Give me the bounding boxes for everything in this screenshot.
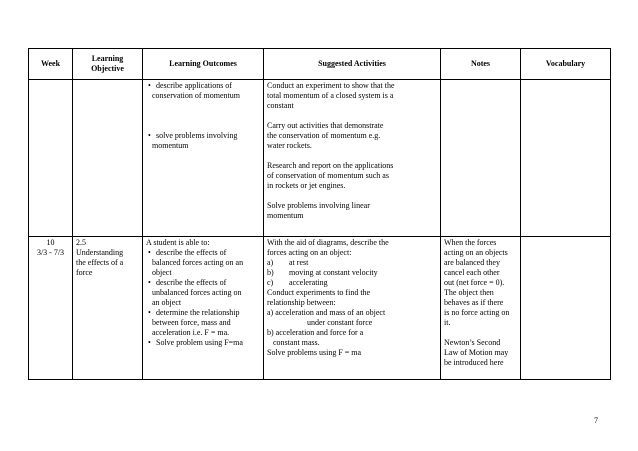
activity-sub-item: a) at rest: [267, 258, 309, 267]
activity-line: Conduct experiments to find the: [267, 288, 371, 297]
activity-line: under constant force: [307, 318, 373, 327]
note-line: out (net force = 0).: [444, 278, 505, 287]
outcome-item: • determine the relationship: [148, 308, 240, 317]
activity-line: of conservation of momentum such as: [267, 171, 389, 180]
objective-cell: [73, 80, 143, 237]
week-cell: [29, 237, 73, 380]
outcome-item: • describe the effects of: [148, 248, 227, 257]
outcome-item: • describe the effects of: [148, 278, 227, 287]
header-week: Week: [29, 49, 73, 80]
header-learning-outcomes: Learning Outcomes: [143, 49, 264, 80]
bullet-icon: •: [148, 338, 151, 347]
page-number: 7: [594, 416, 598, 425]
activity-line: Research and report on the applications: [267, 161, 394, 170]
outcome-text: between force, mass and: [152, 318, 231, 327]
objective-cell: [73, 237, 143, 380]
outcome-text: object: [152, 268, 172, 277]
activity-line: forces acting on an object:: [267, 248, 352, 257]
outcome-text: unbalanced forces acting on: [152, 288, 242, 297]
outcomes-cell: [143, 80, 264, 237]
week-number: 10: [46, 238, 55, 247]
objective-line: the effects of a: [76, 258, 124, 267]
outcome-item: • Solve problem using F=ma: [148, 338, 243, 347]
note-line: it.: [444, 318, 451, 327]
vocabulary-cell: [521, 237, 611, 380]
bullet-icon: •: [148, 81, 151, 90]
activity-sub-item: c) accelerating: [267, 278, 328, 287]
outcomes-cell: [143, 237, 264, 380]
bullet-icon: •: [148, 248, 151, 257]
activity-line: Solve problems using F = ma: [267, 348, 362, 357]
outcome-text: acceleration i.e. F = ma.: [152, 328, 230, 337]
activity-line: b) acceleration and force for a: [267, 328, 364, 337]
note-line: are balanced they: [444, 258, 500, 267]
activity-line: the conservation of momentum e.g.: [267, 131, 381, 140]
outcome-text: momentum: [152, 141, 189, 150]
activity-sub-item: b) moving at constant velocity: [267, 268, 378, 277]
note-line: acting on an objects: [444, 248, 508, 257]
activity-line: constant mass.: [273, 338, 320, 347]
notes-cell: [441, 237, 521, 380]
activity-line: a) acceleration and mass of an object: [267, 308, 386, 317]
bullet-icon: •: [148, 131, 151, 140]
note-line: When the forces: [444, 238, 497, 247]
note-line: be introduced here: [444, 358, 504, 367]
lesson-plan-table: [28, 48, 611, 380]
outcome-item: • describe applications of: [148, 81, 232, 90]
notes-cell: [441, 80, 521, 237]
outcome-text: balanced forces acting on an: [152, 258, 244, 267]
activity-line: momentum: [267, 211, 304, 220]
note-line: The object then: [444, 288, 494, 297]
objective-code: 2.5: [76, 238, 86, 247]
outcome-text: conservation of momentum: [152, 91, 240, 100]
table-row: [29, 237, 611, 380]
bullet-icon: •: [148, 278, 151, 287]
objective-line: force: [76, 268, 93, 277]
week-cell: [29, 80, 73, 237]
vocabulary-cell: [521, 80, 611, 237]
activity-line: total momentum of a closed system is a: [267, 91, 394, 100]
header-suggested-activities: Suggested Activities: [264, 49, 441, 80]
note-line: is no force acting on: [444, 308, 510, 317]
activity-line: Solve problems involving linear: [267, 201, 370, 210]
activity-line: in rockets or jet engines.: [267, 181, 346, 190]
activity-line: water rockets.: [267, 141, 312, 150]
outcomes-intro: A student is able to:: [146, 238, 210, 247]
note-line: cancel each other: [444, 268, 500, 277]
note-line: behaves as if there: [444, 298, 504, 307]
header-vocabulary: Vocabulary: [521, 49, 611, 80]
activity-line: constant: [267, 101, 294, 110]
note-line: Newton’s Second: [444, 338, 501, 347]
activity-line: With the aid of diagrams, describe the: [267, 238, 389, 247]
activity-line: Carry out activities that demonstrate: [267, 121, 384, 130]
outcome-text: an object: [152, 298, 182, 307]
activity-line: relationship between:: [267, 298, 336, 307]
objective-line: Understanding: [76, 248, 124, 257]
activities-cell: [264, 80, 441, 237]
week-dates: 3/3 - 7/3: [36, 248, 65, 257]
header-learning-objective: Learning Objective: [73, 49, 143, 80]
table-row: [29, 80, 611, 237]
header-notes: Notes: [441, 49, 521, 80]
bullet-icon: •: [148, 308, 151, 317]
activities-cell: [264, 237, 441, 380]
outcome-item: • solve problems involving: [148, 131, 238, 140]
table-header-row: [29, 49, 611, 80]
activity-line: Conduct an experiment to show that the: [267, 81, 395, 90]
note-line: Law of Motion may: [444, 348, 509, 357]
